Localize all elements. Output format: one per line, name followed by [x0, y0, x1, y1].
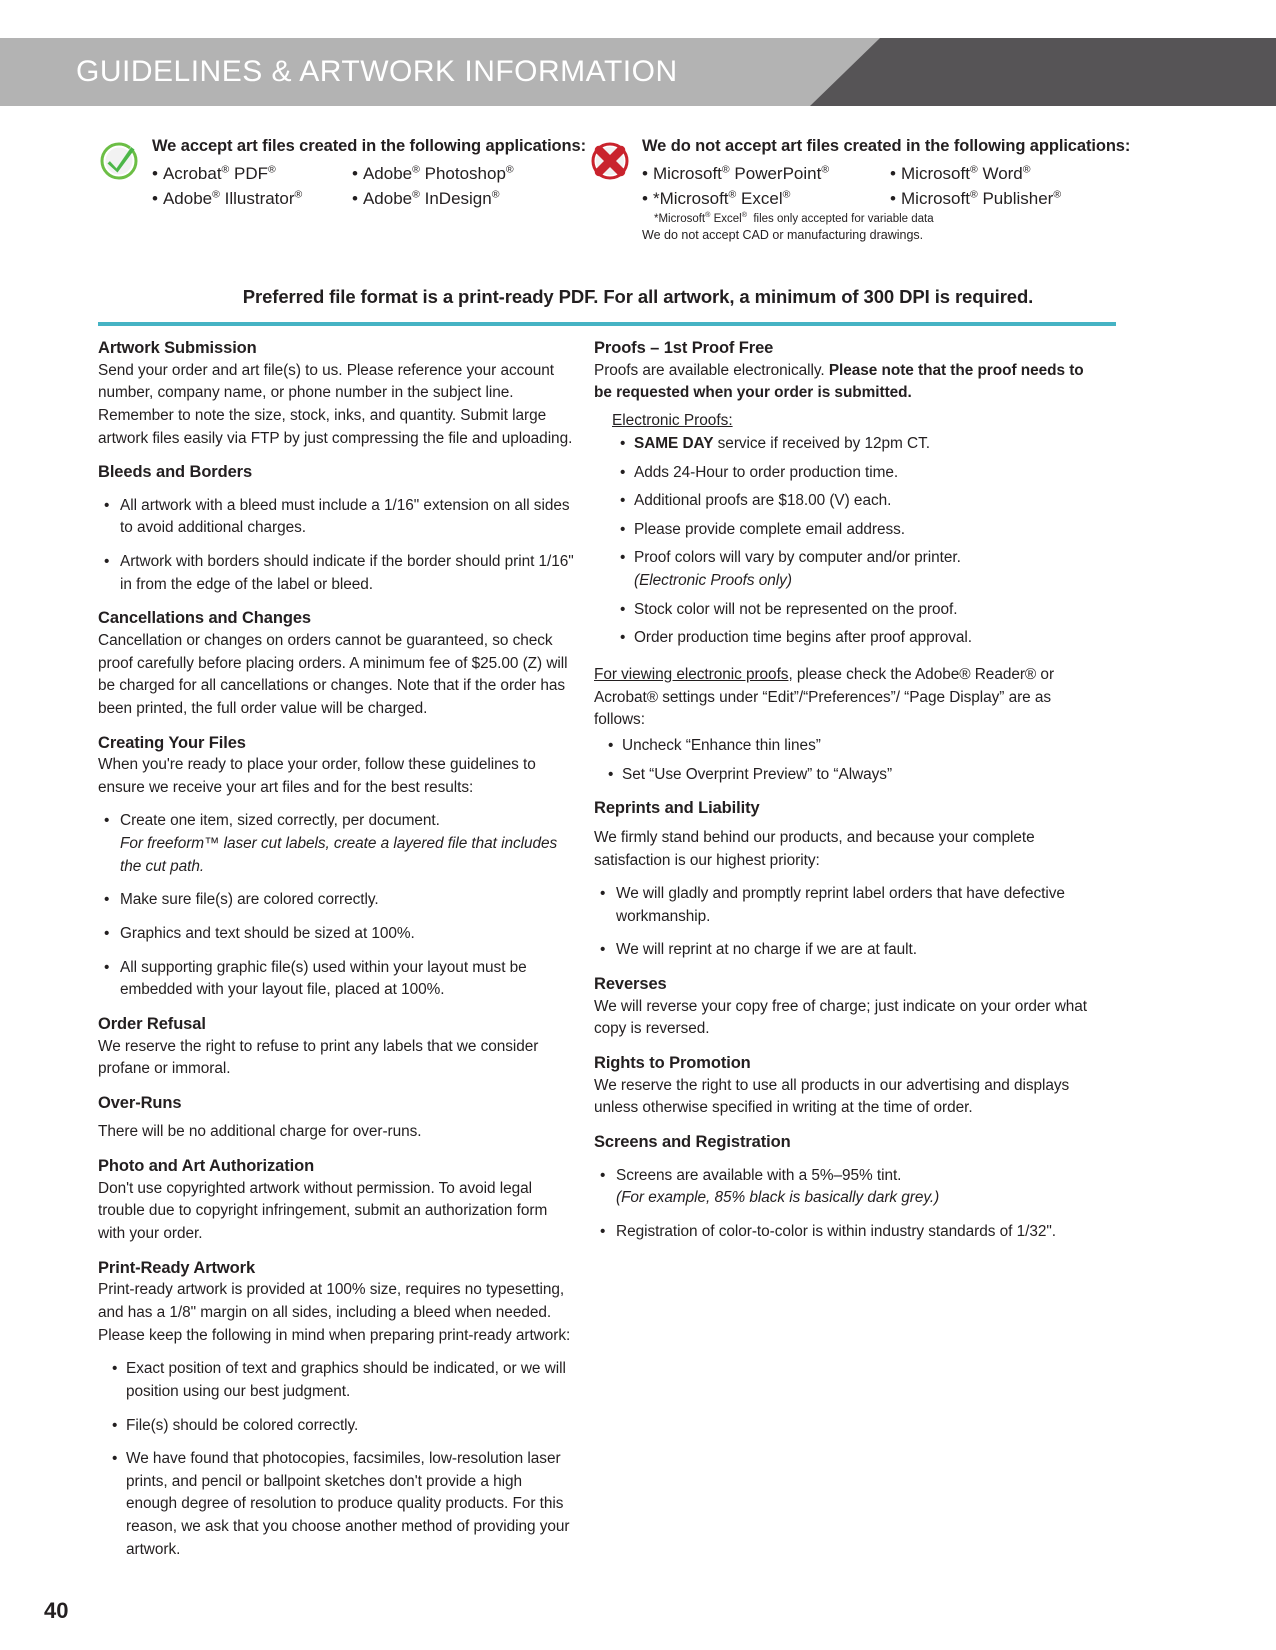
content-columns [98, 338, 1118, 1561]
list-item-main: Create one item, sized correctly, per document. [120, 812, 440, 830]
list-item [98, 810, 576, 878]
text-creating-your-files: When you're ready to place your order, follow these guidelines to ensure we receive your art files and for the best results: [98, 756, 536, 796]
label-electronic-proofs: Electronic Proofs: [612, 411, 733, 429]
rejected-heading: We do not accept art files created in the following applications: [642, 137, 1131, 155]
list-item: • We have found that photocopies, facsimiles, low-resolution laser prints, and pencil or ballpoint sketches don't provide a high enough degree of resolution to produce quality products. For this reason, we ask that you choose another method of providing your artwork. [112, 1448, 576, 1561]
proofs-text-normal: Proofs are available electronically. [594, 361, 829, 379]
heading-print-ready-artwork: Print-Ready Artwork [98, 1258, 256, 1277]
viewing-proofs-underlined: For viewing electronic proofs [594, 666, 789, 684]
rejected-lists [642, 161, 1148, 211]
list-item: • We will gladly and promptly reprint label orders that have defective workmanship. [594, 883, 1094, 928]
list-item: • All artwork with a bleed must include a 1/16" extension on all sides to avoid additional charges. [98, 495, 576, 540]
list-item: • File(s) should be colored correctly. [112, 1415, 576, 1438]
app-item: • Adobe® Illustrator® [152, 188, 303, 209]
rejected-column-1 [642, 161, 890, 211]
list-bleeds-and-borders [98, 495, 576, 597]
viewing-proofs-rest: , please check the Adobe® Reader® or Acrobat® settings under “Edit”/“Preferences”/ “Page Display” are as follows: [594, 666, 1055, 729]
list-item-main: Screens are available with a 5%–95% tint. [616, 1166, 902, 1184]
text-viewing-electronic-proofs [594, 664, 1094, 732]
left-column [98, 338, 576, 1561]
accepted-heading: We accept art files created in the following applications: [152, 137, 586, 155]
rejected-applications-body [642, 136, 1148, 244]
list-item: • Adds 24-Hour to order production time. [620, 462, 1094, 485]
preferred-format-statement: Preferred file format is a print-ready PDF. For all artwork, a minimum of 300 DPI is required. [242, 286, 1034, 307]
page-header-banner [0, 38, 1276, 106]
rejected-applications-block [588, 136, 1148, 244]
list-viewing-settings [608, 735, 1094, 786]
list-screens-and-registration [594, 1165, 1094, 1244]
list-item: • Uncheck “Enhance thin lines” [608, 735, 1094, 758]
list-item: • Make sure file(s) are colored correctly. [98, 889, 576, 912]
text-rights-to-promotion: We reserve the right to use all products in our advertising and displays unless otherwise specified in writing at the time of order. [594, 1076, 1070, 1117]
list-item: • Set “Use Overprint Preview” to “Always” [608, 764, 1094, 787]
heading-cancellations-and-changes: Cancellations and Changes [98, 609, 311, 628]
list-item: • Additional proofs are $18.00 (V) each. [620, 490, 1094, 513]
same-day-rest: service if received by 12pm CT. [713, 434, 930, 452]
heading-screens-and-registration: Screens and Registration [594, 1132, 791, 1151]
list-item: • Exact position of text and graphics should be indicated, or we will position using our best judgment. [112, 1358, 576, 1403]
text-print-ready-artwork: Print-ready artwork is provided at 100% size, requires no typesetting, and has a 1/8" margin on all sides, including a bleed when needed. Please keep the following in mind when preparing print-ready artwork: [98, 1281, 571, 1344]
applications-row [0, 136, 1276, 266]
list-item: • We will reprint at no charge if we are at fault. [594, 939, 1094, 962]
heading-reprints-and-liability: Reprints and Liability [594, 799, 760, 818]
list-print-ready-artwork [112, 1358, 576, 1561]
text-order-refusal: We reserve the right to refuse to print any labels that we consider profane or immoral. [98, 1037, 539, 1078]
proofs-text-bold: Please note that the proof needs to be requested when your order is submitted. [594, 361, 1084, 402]
text-cancellations-and-changes: Cancellation or changes on orders cannot be guaranteed, so check proof carefully before placing orders. A minimum fee of $25.00 (Z) will be charged for all cancellations or changes. Note that if the order has been printed, the full order value will be charged. [98, 632, 568, 717]
list-item-italic-note: (For example, 85% black is basically dark grey.) [616, 1189, 940, 1207]
list-item [594, 1165, 1094, 1210]
list-item-italic-note: (Electronic Proofs only) [634, 572, 792, 590]
list-item: • Graphics and text should be sized at 100%. [98, 923, 576, 946]
rejected-notes [642, 211, 1148, 243]
text-artwork-submission: Send your order and art file(s) to us. Please reference your account number, company name, or phone number in the subject line. Remember to note the size, stock, inks, and quantity. Submit large artwork files easily via FTP by just compressing the file and uploading. [98, 361, 573, 447]
page-number: 40 [44, 1598, 69, 1623]
app-item: • Microsoft® Publisher® [890, 188, 1062, 209]
heading-order-refusal: Order Refusal [98, 1014, 206, 1033]
app-item: • Microsoft® PowerPoint® [642, 163, 830, 184]
heading-proofs: Proofs – 1st Proof Free [594, 339, 774, 357]
page-title: GUIDELINES & ARTWORK INFORMATION [76, 55, 678, 88]
spacer [594, 650, 1094, 664]
heading-rights-to-promotion: Rights to Promotion [594, 1053, 751, 1072]
list-creating-your-files [98, 810, 576, 1001]
app-item: • Adobe® Photoshop® [352, 163, 514, 184]
app-item: • Adobe® InDesign® [352, 188, 500, 209]
app-item: • Acrobat® PDF® [152, 163, 276, 184]
green-check-badge-icon [98, 138, 142, 182]
heading-bleeds-and-borders: Bleeds and Borders [98, 463, 253, 482]
excel-variable-data-note: *Microsoft® Excel® files only accepted for variable data [654, 211, 934, 226]
same-day-emphasis: SAME DAY [634, 434, 714, 452]
cad-drawings-note: We do not accept CAD or manufacturing drawings. [642, 228, 924, 243]
right-column [594, 338, 1094, 1561]
list-item-main: Proof colors will vary by computer and/or printer. [634, 549, 961, 567]
accepted-lists [152, 161, 598, 211]
list-item [620, 547, 1094, 592]
list-item-italic-note: For freeform™ laser cut labels, create a layered file that includes the cut path. [120, 835, 558, 875]
text-over-runs: There will be no additional charge for over-runs. [98, 1123, 422, 1141]
list-item: • Artwork with borders should indicate if the border should print 1/16" in from the edge of the label or bleed. [98, 551, 576, 596]
spacer [98, 1114, 576, 1121]
list-item: • Please provide complete email address. [620, 519, 1094, 542]
heading-creating-your-files: Creating Your Files [98, 733, 246, 752]
text-reprints-and-liability: We firmly stand behind our products, and because your complete satisfaction is our highest priority: [594, 828, 1035, 869]
accepted-column-2 [352, 161, 562, 211]
accepted-applications-block [98, 136, 598, 211]
list-item [620, 433, 1094, 456]
spacer [594, 820, 1094, 827]
list-item: • All supporting graphic file(s) used within your layout must be embedded with your layout file, placed at 100%. [98, 957, 576, 1002]
list-item: • Registration of color-to-color is within industry standards of 1/32". [594, 1221, 1094, 1244]
accepted-applications-body [152, 136, 598, 211]
list-electronic-proofs [620, 433, 1094, 650]
accepted-column-1 [152, 161, 352, 211]
text-reverses: We will reverse your copy free of charge; just indicate on your order what copy is reversed. [594, 997, 1088, 1038]
heading-photo-and-art-authorization: Photo and Art Authorization [98, 1157, 315, 1176]
rejected-column-2 [890, 161, 1148, 211]
teal-divider-rule [98, 322, 1116, 326]
red-x-badge-icon [588, 138, 632, 182]
app-item: • Microsoft® Word® [890, 163, 1031, 184]
text-photo-and-art-authorization: Don't use copyrighted artwork without permission. To avoid legal trouble due to copyright infringement, submit an authorization form with your order. [98, 1179, 548, 1243]
list-item: • Order production time begins after proof approval. [620, 627, 1094, 650]
text-proofs [594, 360, 1094, 405]
heading-artwork-submission: Artwork Submission [98, 339, 257, 357]
app-item: • *Microsoft® Excel® [642, 188, 791, 209]
heading-over-runs: Over-Runs [98, 1093, 182, 1112]
list-reprints-and-liability [594, 883, 1094, 962]
heading-reverses: Reverses [594, 975, 667, 994]
list-item: • Stock color will not be represented on the proof. [620, 599, 1094, 622]
